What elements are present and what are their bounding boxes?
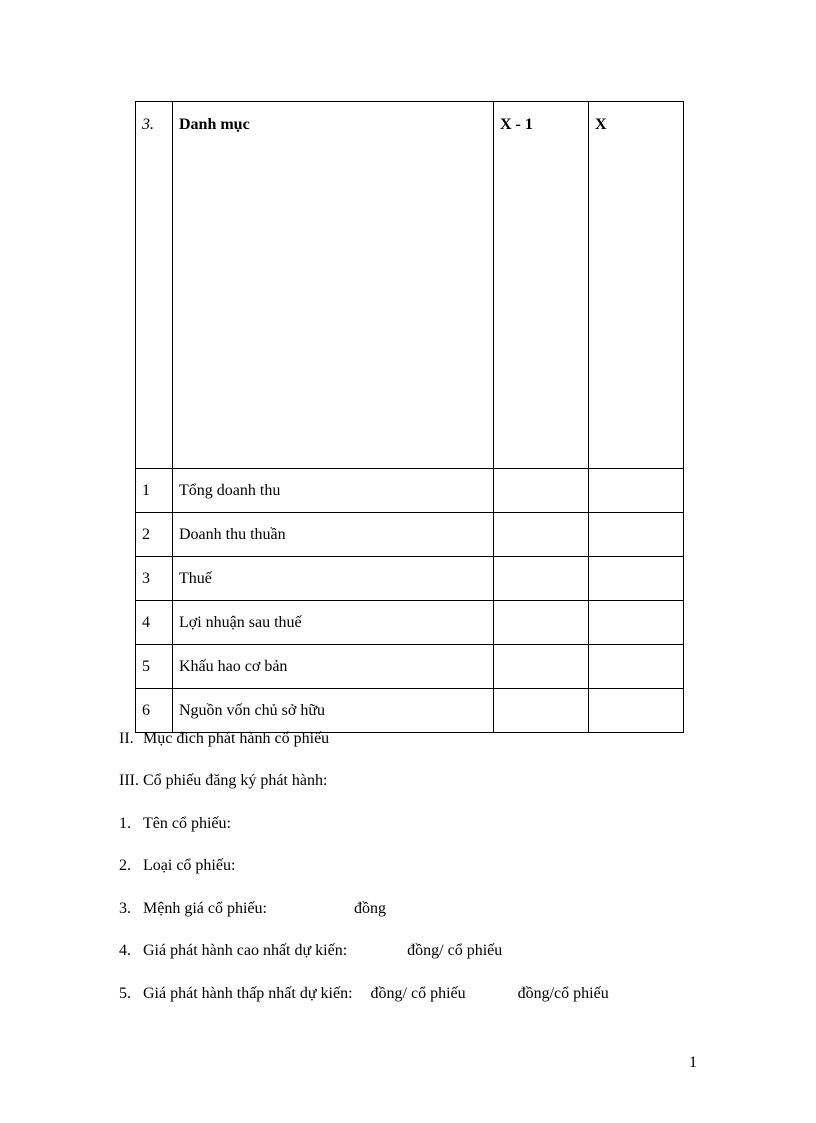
table-row xyxy=(136,645,684,689)
row-number: 1 xyxy=(136,469,173,513)
table-row xyxy=(136,557,684,601)
row-item: Tổng doanh thu xyxy=(173,469,494,513)
list-item-number: 3. xyxy=(119,900,131,917)
header-prev-year: X - 1 xyxy=(494,102,589,469)
row-number: 2 xyxy=(136,513,173,557)
row-number: 5 xyxy=(136,645,173,689)
row-prev-value xyxy=(494,645,589,689)
list-item-number: 2. xyxy=(119,857,131,874)
list-item-number: 5. xyxy=(119,985,131,1002)
row-current-value xyxy=(589,689,684,733)
row-prev-value xyxy=(494,689,589,733)
section-ii-number: II. xyxy=(119,730,134,747)
table-row xyxy=(136,469,684,513)
row-item: Lợi nhuận sau thuế xyxy=(173,601,494,645)
financial-summary-table xyxy=(135,101,684,733)
header-number: 3. xyxy=(136,102,173,469)
list-item xyxy=(119,815,231,833)
row-current-value xyxy=(589,469,684,513)
table-row xyxy=(136,689,684,733)
list-item-unit: đồng/ cổ phiếu xyxy=(407,942,503,959)
section-ii-text: Mục đích phát hành cổ phiếu xyxy=(143,730,330,747)
page-number: 1 xyxy=(689,1054,697,1071)
list-item-text: Loại cổ phiếu: xyxy=(143,857,236,874)
row-item: Nguồn vốn chủ sở hữu xyxy=(173,689,494,733)
row-item: Doanh thu thuần xyxy=(173,513,494,557)
row-number: 4 xyxy=(136,601,173,645)
table-row xyxy=(136,513,684,557)
list-item-number: 4. xyxy=(119,942,131,959)
row-item: Khấu hao cơ bản xyxy=(173,645,494,689)
row-prev-value xyxy=(494,469,589,513)
row-current-value xyxy=(589,645,684,689)
row-prev-value xyxy=(494,601,589,645)
list-item-unit: đồng/ cổ phiếu xyxy=(370,985,466,1002)
row-current-value xyxy=(589,557,684,601)
list-item xyxy=(119,900,386,918)
header-item: Danh mục xyxy=(173,102,494,469)
table-header-row xyxy=(136,102,684,469)
list-item-unit: đồng xyxy=(353,900,386,917)
row-item: Thuế xyxy=(173,557,494,601)
list-item-number: 1. xyxy=(119,815,131,832)
row-number: 6 xyxy=(136,689,173,733)
header-current-year: X xyxy=(589,102,684,469)
row-current-value xyxy=(589,513,684,557)
list-item-text: Giá phát hành cao nhất dự kiến: xyxy=(143,942,348,959)
section-ii-heading xyxy=(119,730,329,748)
section-iii-number: III. xyxy=(119,772,139,789)
list-item-text: Giá phát hành thấp nhất dự kiến: xyxy=(143,985,353,1002)
row-current-value xyxy=(589,601,684,645)
section-iii-text: Cổ phiếu đăng ký phát hành: xyxy=(143,772,328,789)
row-number: 3 xyxy=(136,557,173,601)
list-item-text: Mệnh giá cổ phiếu: xyxy=(143,900,267,917)
list-item xyxy=(119,942,502,960)
list-item-text: Tên cổ phiếu: xyxy=(143,815,231,832)
row-prev-value xyxy=(494,513,589,557)
table-row xyxy=(136,601,684,645)
row-prev-value xyxy=(494,557,589,601)
list-item xyxy=(119,857,235,875)
list-item xyxy=(119,985,609,1003)
section-iii-heading xyxy=(119,772,327,790)
list-item-unit-2: đồng/cổ phiếu xyxy=(517,985,609,1002)
